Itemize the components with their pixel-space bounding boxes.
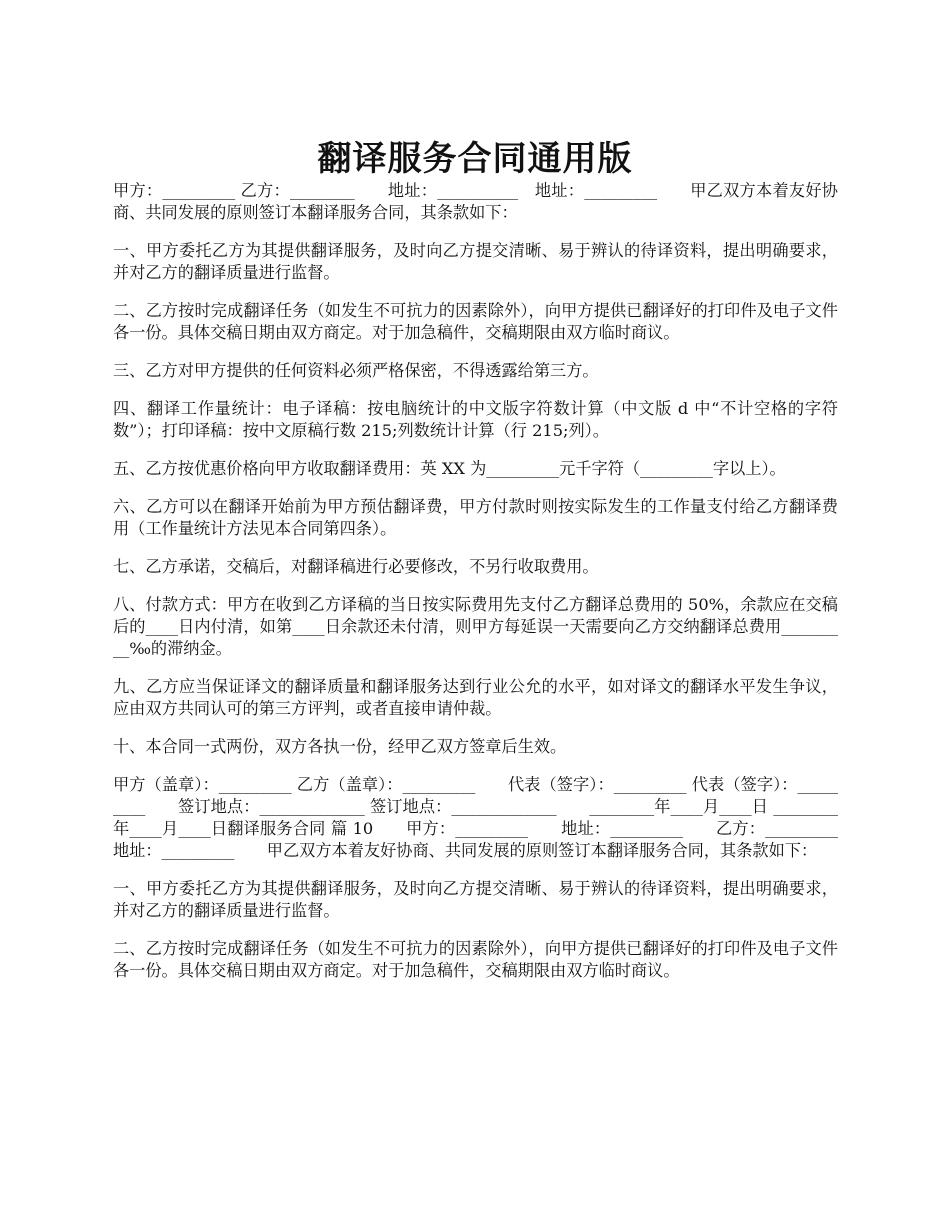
paragraph-clause-8: 八、付款方式：甲方在收到乙方译稿的当日按实际费用先支付乙方翻译总费用的 50%，余款应在交稿后的____日内付清，如第____日余款还未付清，则甲方每延误一天需要向乙方交纳翻译总费用_________‰的滞纳金。 bbox=[113, 595, 838, 658]
paragraph-parties-intro: 甲方：_________ 乙方：________ 地址：__________ 地址：_________ 甲乙双方本着友好协商、共同发展的原则签订本翻译服务合同，其条款如下： bbox=[113, 181, 838, 222]
paragraph-clause-9: 九、乙方应当保证译文的翻译质量和翻译服务达到行业公允的水平，如对译文的翻译水平发生争议，应由双方共同认可的第三方评判，或者直接申请仲裁。 bbox=[113, 677, 838, 718]
paragraph-clause-7: 七、乙方承诺，交稿后，对翻译稿进行必要修改，不另行收取费用。 bbox=[113, 557, 599, 576]
document-body bbox=[113, 180, 871, 998]
paragraph-clause-1: 一、甲方委托乙方为其提供翻译服务，及时向乙方提交清晰、易于辨认的待译资料，提出明确要求，并对乙方的翻译质量进行监督。 bbox=[113, 241, 838, 282]
paragraph-clause-2: 二、乙方按时完成翻译任务（如发生不可抗力的因素除外），向甲方提供已翻译好的打印件及电子文件各一份。具体交稿日期由双方商定。对于加急稿件，交稿期限由双方临时商议。 bbox=[113, 301, 838, 342]
paragraph-clause-5: 五、乙方按优惠价格向甲方收取翻译费用：英 XX 为_________元千字符（_________字以上）。 bbox=[113, 459, 786, 478]
paragraph-clause-6: 六、乙方可以在翻译开始前为甲方预估翻译费，甲方付款时则按实际发生的工作量支付给乙方翻译费用（工作量统计方法见本合同第四条）。 bbox=[113, 497, 838, 538]
paragraph-clause-10: 十、本合同一式两份，双方各执一份，经甲乙双方签章后生效。 bbox=[113, 737, 567, 756]
paragraph-clause-2-repeat: 二、乙方按时完成翻译任务（如发生不可抗力的因素除外），向甲方提供已翻译好的打印件及电子文件各一份。具体交稿日期由双方商定。对于加急稿件，交稿期限由双方临时商议。 bbox=[113, 939, 838, 980]
document-title: 翻译服务合同通用版 bbox=[317, 138, 633, 179]
paragraph-clause-1-repeat: 一、甲方委托乙方为其提供翻译服务，及时向乙方提交清晰、易于辨认的待译资料，提出明确要求，并对乙方的翻译质量进行监督。 bbox=[113, 879, 838, 920]
paragraph-clause-3: 三、乙方对甲方提供的任何资料必须严格保密，不得透露给第三方。 bbox=[113, 361, 599, 380]
paragraph-signature-block: 甲方（盖章）：_________ 乙方（盖章）：_________ 代表（签字）：_________ 代表（签字）：_________ 签订地点：_____________ 签订地点：_____________ ________年____月____日 ________年____月____日翻译服务合同 篇 10 甲方：_________ 地址：_________ 乙方：_________ 地址：_________ 甲乙双方本着友好协商、共同发展的原则签订本翻译服务合同，其条款如下： bbox=[113, 775, 871, 860]
paragraph-clause-4: 四、翻译工作量统计：电子译稿：按电脑统计的中文版字符数计算（中文版 d 中“不计空格的字符数”）；打印译稿：按中文原稿行数 215;列数统计计算（行 215;列）。 bbox=[113, 399, 838, 440]
